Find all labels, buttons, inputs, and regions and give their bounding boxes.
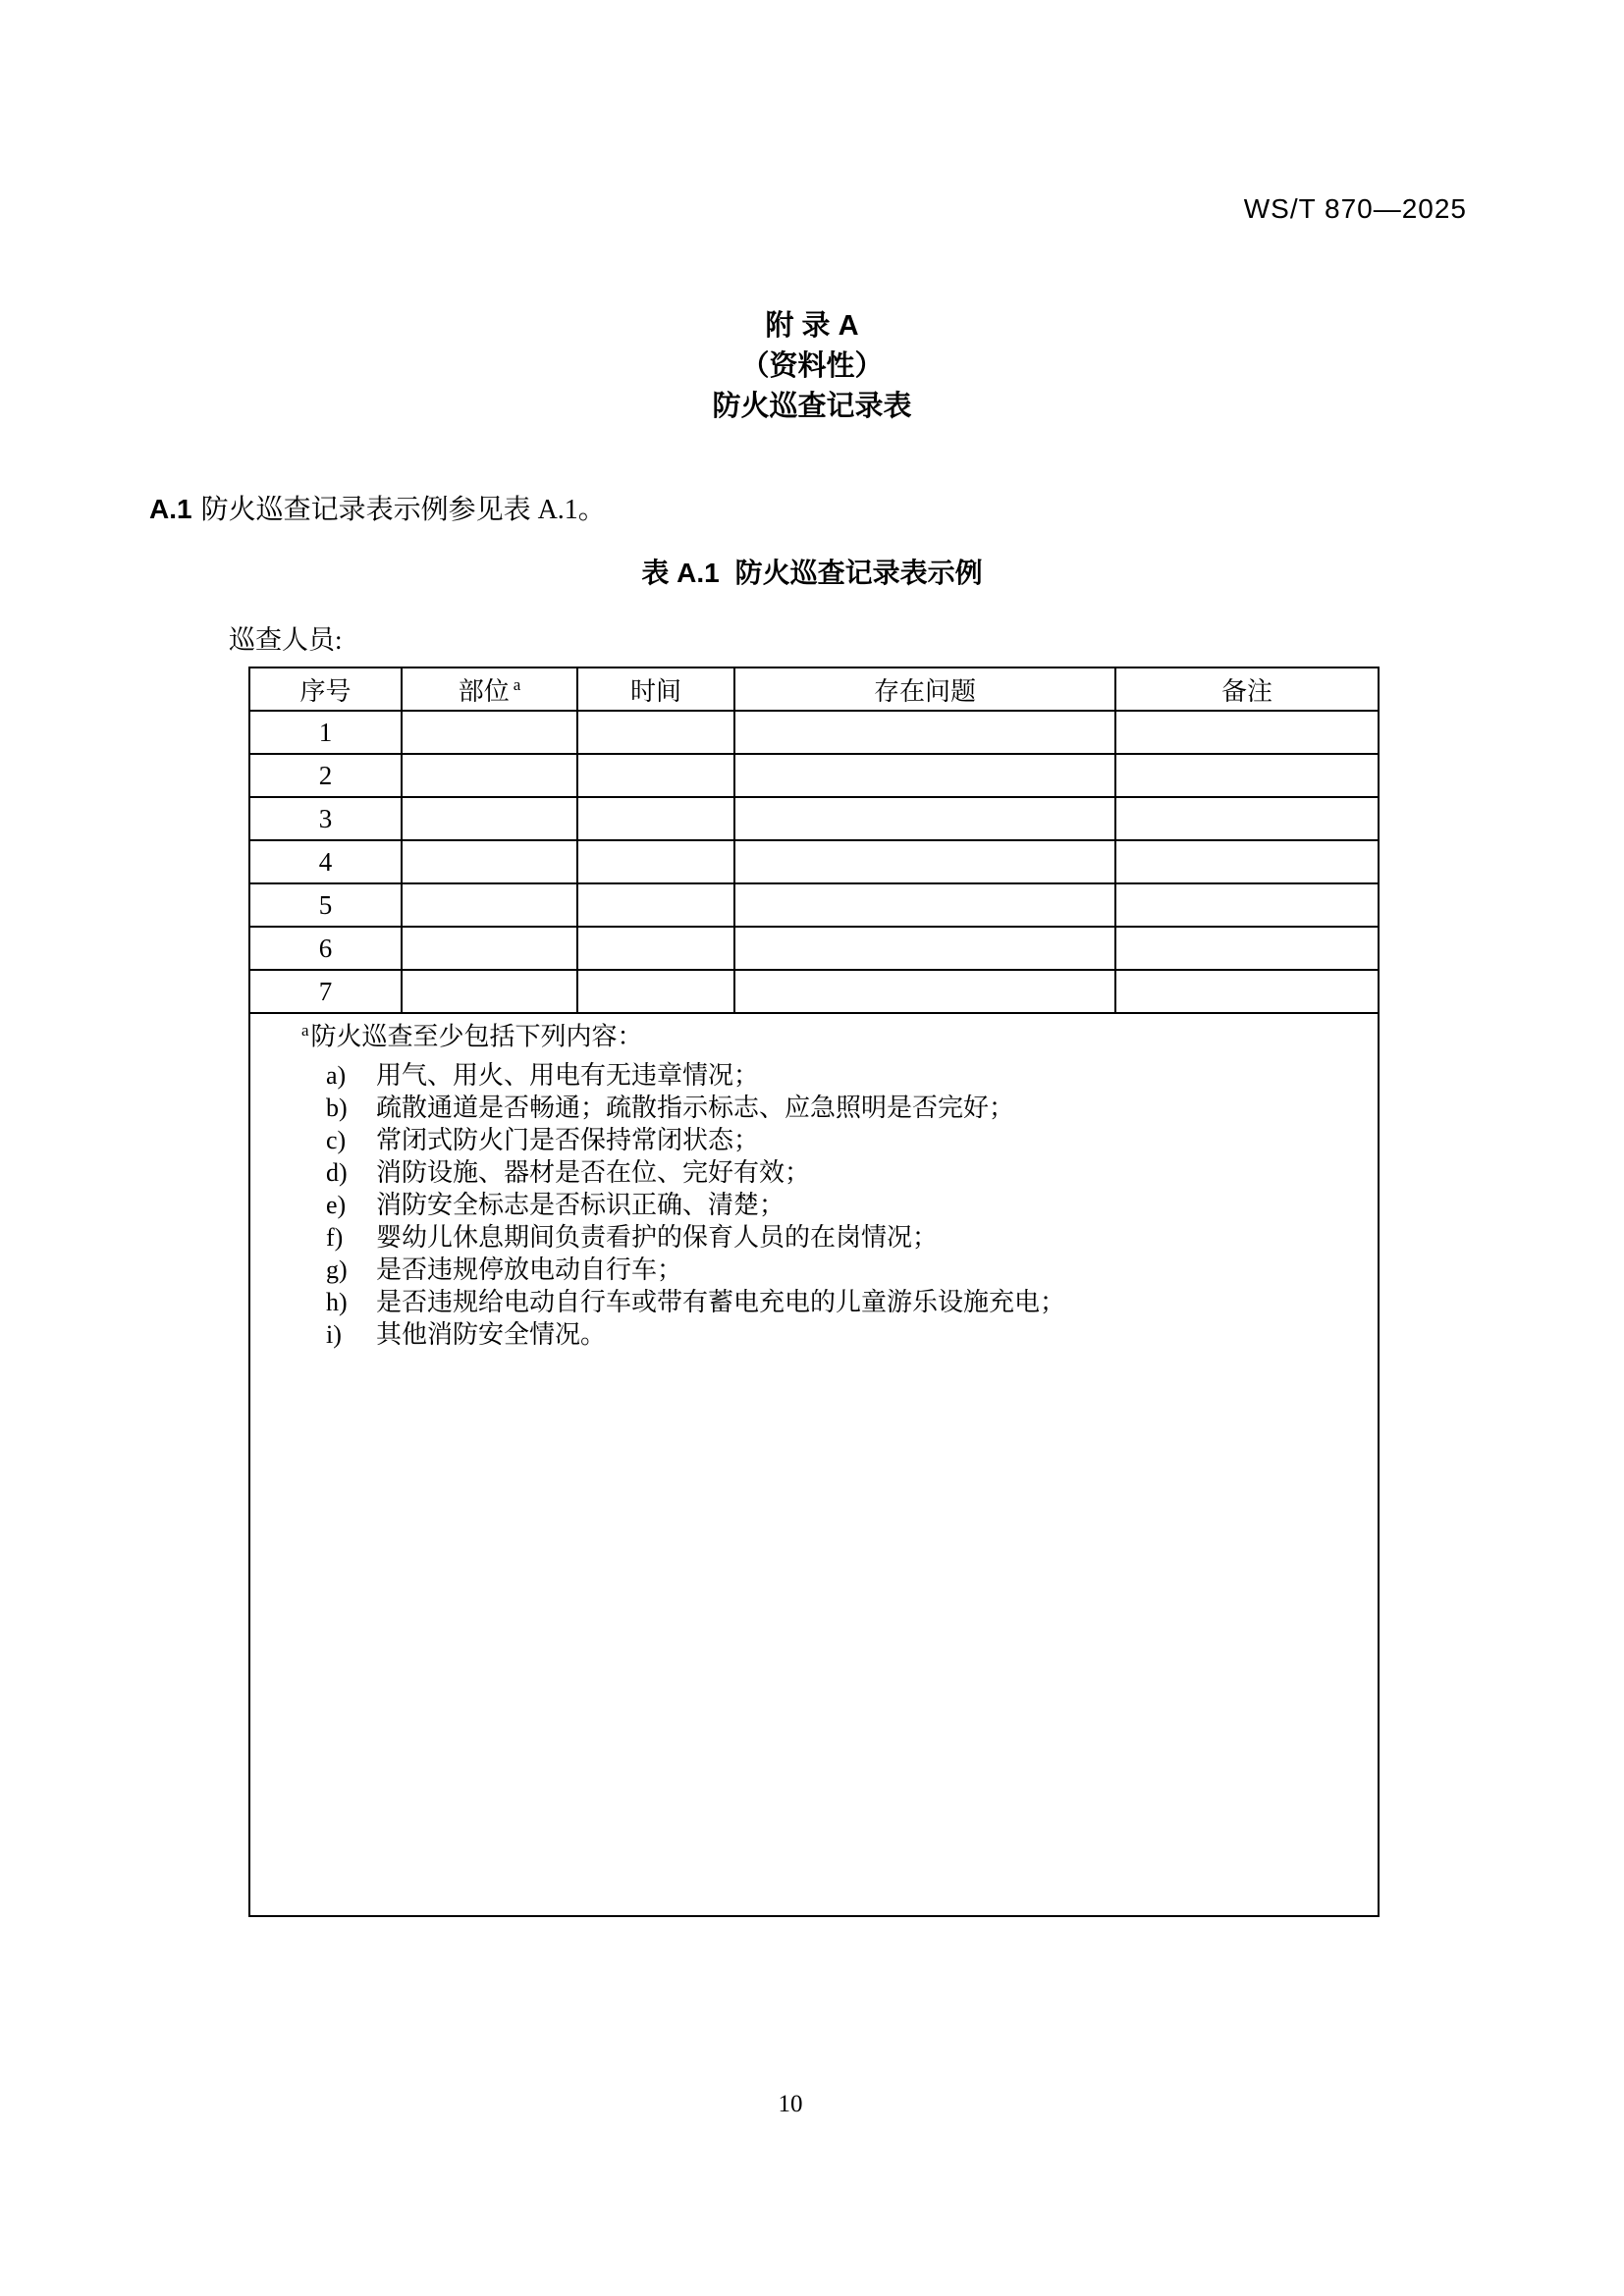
appendix-subtitle-informative: （资料性） xyxy=(740,350,884,382)
seq-cell: 6 xyxy=(249,927,402,970)
footnote-item-text: 用气、用火、用电有无违章情况； xyxy=(376,1060,760,1090)
remarks-cell xyxy=(1115,797,1379,840)
time-cell xyxy=(577,797,734,840)
clause-a1-paragraph xyxy=(149,488,606,527)
footnote-item xyxy=(250,1156,1378,1189)
problems-cell xyxy=(734,840,1115,883)
footnote-item-label: e) xyxy=(326,1190,347,1219)
problems-cell xyxy=(734,927,1115,970)
footnote-item xyxy=(250,1286,1378,1318)
page-number: 10 xyxy=(778,2091,803,2117)
location-cell xyxy=(402,754,577,797)
column-header-remarks: 备注 xyxy=(1115,667,1379,711)
footnote-item-text: 婴幼儿休息期间负责看护的保育人员的在岗情况； xyxy=(376,1222,939,1252)
fire-inspection-record-table xyxy=(248,667,1380,1917)
column-header-problems: 存在问题 xyxy=(734,667,1115,711)
footnote-item-text: 其他消防安全情况。 xyxy=(376,1319,607,1349)
table-row xyxy=(249,927,1379,970)
clause-number: A.1 xyxy=(149,494,192,524)
footnote-item-text: 是否违规给电动自行车或带有蓄电充电的儿童游乐设施充电； xyxy=(376,1287,1066,1316)
column-header-seq: 序号 xyxy=(249,667,402,711)
appendix-subtitle-name: 防火巡查记录表 xyxy=(712,391,912,422)
footnote-item-text: 消防设施、器材是否在位、完好有效； xyxy=(376,1157,811,1187)
footnote-item-label: a) xyxy=(326,1060,347,1090)
table-row xyxy=(249,754,1379,797)
footnote-item-label: c) xyxy=(326,1125,347,1154)
remarks-cell xyxy=(1115,970,1379,1013)
table-footnote-row xyxy=(249,1013,1379,1916)
time-cell xyxy=(577,927,734,970)
footnote-item-text: 消防安全标志是否标识正确、清楚； xyxy=(376,1190,785,1219)
table-row xyxy=(249,840,1379,883)
seq-cell: 4 xyxy=(249,840,402,883)
footnote-item xyxy=(250,1059,1378,1092)
footnote-item-label: d) xyxy=(326,1157,348,1187)
footnote-item-text: 是否违规停放电动自行车； xyxy=(376,1255,683,1284)
table-caption xyxy=(0,552,1624,591)
seq-cell: 3 xyxy=(249,797,402,840)
time-cell xyxy=(577,840,734,883)
footnote-item-label: i) xyxy=(326,1319,342,1349)
location-cell xyxy=(402,927,577,970)
remarks-cell xyxy=(1115,927,1379,970)
remarks-cell xyxy=(1115,754,1379,797)
footnote-item-label: f) xyxy=(326,1222,344,1252)
footnote-title: $^a$防火巡查至少包括下列内容： xyxy=(301,1021,643,1051)
column-header-time: 时间 xyxy=(577,667,734,711)
table-row xyxy=(249,797,1379,840)
table-caption-title: 防火巡查记录表示例 xyxy=(734,558,983,588)
footnote-item-label: b) xyxy=(326,1093,348,1122)
problems-cell xyxy=(734,883,1115,927)
table-row xyxy=(249,711,1379,754)
time-cell xyxy=(577,970,734,1013)
time-cell xyxy=(577,754,734,797)
table-caption-number: 表 A.1 xyxy=(641,558,720,588)
remarks-cell xyxy=(1115,883,1379,927)
seq-cell: 2 xyxy=(249,754,402,797)
footnote-item xyxy=(250,1124,1378,1156)
footnote-item-label: g) xyxy=(326,1255,348,1284)
location-cell xyxy=(402,711,577,754)
seq-cell: 5 xyxy=(249,883,402,927)
table-row xyxy=(249,883,1379,927)
footnote-item-text: 疏散通道是否畅通；疏散指示标志、应急照明是否完好； xyxy=(376,1093,1015,1122)
table-footnote-cell xyxy=(249,1013,1379,1916)
footnote-item xyxy=(250,1318,1378,1351)
location-cell xyxy=(402,970,577,1013)
standard-code: WS/T 870—2025 xyxy=(1243,193,1467,224)
location-cell xyxy=(402,797,577,840)
time-cell xyxy=(577,883,734,927)
footnote-marker-superscript: a xyxy=(513,674,521,694)
problems-cell xyxy=(734,711,1115,754)
seq-cell: 1 xyxy=(249,711,402,754)
location-cell xyxy=(402,840,577,883)
footnote-marker: a xyxy=(301,1021,309,1040)
remarks-cell xyxy=(1115,711,1379,754)
clause-text: 防火巡查记录表示例参见表 A.1。 xyxy=(200,495,606,525)
inspector-label: 巡查人员: xyxy=(229,625,343,655)
footnote-item xyxy=(250,1189,1378,1221)
problems-cell xyxy=(734,970,1115,1013)
column-header-location: 部位 $^a$ xyxy=(402,667,577,711)
footnote-item xyxy=(250,1221,1378,1254)
footnote-item-text: 常闭式防火门是否保持常闭状态； xyxy=(376,1125,760,1154)
footnote-item-list xyxy=(250,1059,1378,1351)
appendix-title: 附 录 A xyxy=(765,310,859,342)
problems-cell xyxy=(734,754,1115,797)
footnote-item-label: h) xyxy=(326,1287,348,1316)
remarks-cell xyxy=(1115,840,1379,883)
footnote-item xyxy=(250,1254,1378,1286)
location-cell xyxy=(402,883,577,927)
appendix-heading xyxy=(0,306,1624,427)
table-row xyxy=(249,970,1379,1013)
time-cell xyxy=(577,711,734,754)
table-header-row xyxy=(249,667,1379,711)
seq-cell: 7 xyxy=(249,970,402,1013)
problems-cell xyxy=(734,797,1115,840)
footnote-item xyxy=(250,1092,1378,1124)
